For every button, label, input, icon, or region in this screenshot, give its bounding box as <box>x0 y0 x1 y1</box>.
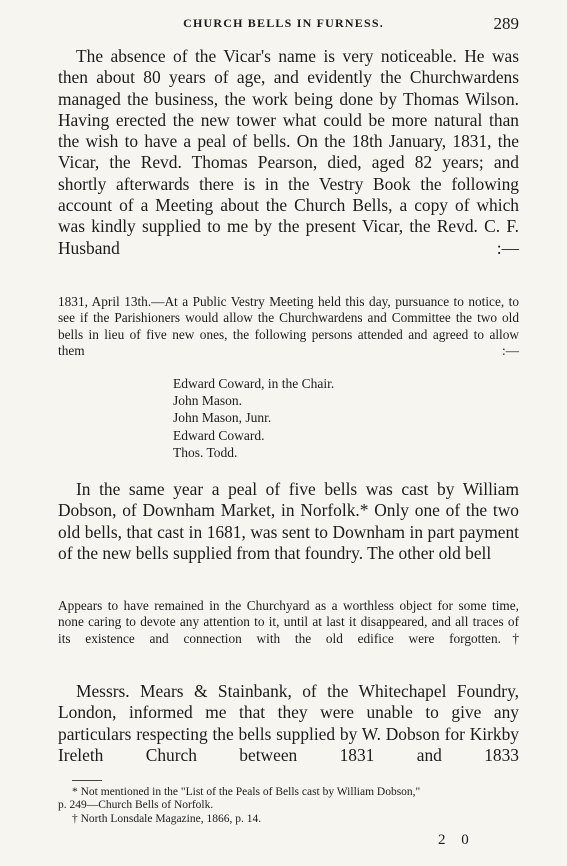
list-item: Edward Coward, in the Chair. <box>173 376 335 391</box>
list-item: Thos. Todd. <box>173 444 238 460</box>
quoted-old-bell: Appears to have remained in the Churchyard as a worthless object for some time, none caring to devote any attention to it, until at last it disappeared, and all traces of its existence and connection with the old edifice were forgotten.† <box>58 598 519 646</box>
footnote: * Not mentioned in the "List of the Peals of Bells cast by William Dobson," <box>72 786 421 798</box>
list-item: Edward Coward. <box>173 427 265 443</box>
footnote-divider <box>72 780 102 781</box>
running-head <box>0 14 567 34</box>
footnote: † North Lonsdale Magazine, 1866, p. 14. <box>72 812 262 825</box>
paragraph-foundry: Messrs. Mears & Stainbank, of the Whitechapel Foundry, London, informed me that they were unable to give any particulars respecting the bells supplied by W. Dobson for Kirkby Ireleth Church between 1831 and 1833 <box>58 681 519 765</box>
quoted-vestry-record: 1831, April 13th.—At a Public Vestry Meeting held this day, pursuance to notice, to see if the Parishioners would allow the Churchwardens and Committee the two old bells in lieu of five new ones, the following persons attended and agreed to allow them :— <box>58 294 519 358</box>
page-number: 289 <box>493 14 519 33</box>
attendee-list <box>173 375 334 461</box>
footnote: p. 249—Church Bells of Norfolk. <box>58 799 214 812</box>
list-item: John Mason. <box>173 393 243 409</box>
footnotes <box>58 786 519 826</box>
signature-mark: 2 0 <box>438 832 475 848</box>
list-item: John Mason, Junr. <box>173 410 272 426</box>
paragraph-peal: In the same year a peal of five bells was cast by William Dobson, of Downham Market, in Norfolk.* Only one of the two old bells, that cast in 1681, was sent to Downham in part payment of the new bells supplied from that foundry. The other old bell <box>58 479 519 563</box>
paragraph-vicar: The absence of the Vicar's name is very noticeable. He was then about 80 years of age, and evidently the Churchwardens managed the business, the work being done by Thomas Wilson. Having erected the new tower what could be more natural than the wish to have a peal of bells. On the 18th January, 1831, the Vicar, the Revd. Thomas Pearson, died, aged 82 years; and shortly afterwards there is in the Vestry Book the following account of a Meeting about the Church Bells, a copy of which was kindly supplied to me by the present Vicar, the Revd. C. F. Husband :— <box>58 46 519 258</box>
running-title: CHURCH BELLS IN FURNESS. <box>183 16 384 30</box>
